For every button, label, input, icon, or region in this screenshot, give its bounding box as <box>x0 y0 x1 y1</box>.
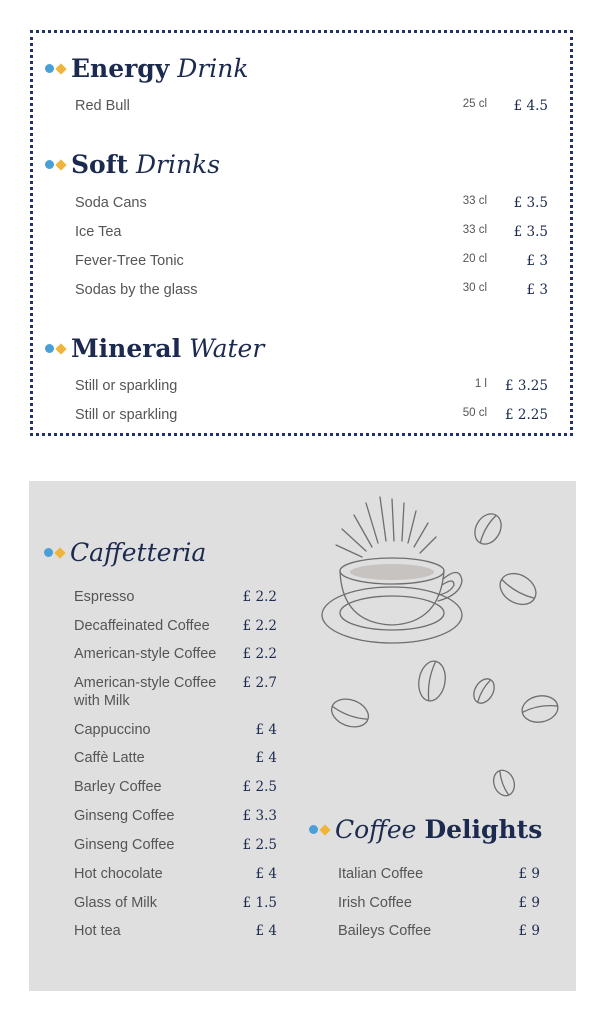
section-heading-mineral-water <box>45 334 264 363</box>
section-heading-soft-drinks <box>45 150 220 179</box>
item-size: 50 cl <box>462 407 487 419</box>
item-name: Caffè Latte <box>74 750 145 766</box>
menu-item <box>75 278 198 302</box>
item-price: £ 2.5 <box>242 779 277 795</box>
item-price: £ 9 <box>518 895 540 911</box>
item-size: 20 cl <box>462 253 487 265</box>
item-name: Still or sparkling <box>75 407 178 423</box>
bullet-decoration-icon <box>309 825 331 834</box>
coffee-cup-illustration-icon <box>310 495 580 815</box>
section-title: Soft Drinks <box>71 150 221 179</box>
menu-item <box>74 862 163 886</box>
item-name: Barley Coffee <box>74 779 162 795</box>
item-price: £ 3 <box>526 253 548 269</box>
item-size: 33 cl <box>462 195 487 207</box>
item-name: Italian Coffee <box>338 866 424 882</box>
section-title: Mineral Water <box>71 334 265 363</box>
menu-item <box>75 403 177 427</box>
item-name: Fever-Tree Tonic <box>75 253 184 269</box>
menu-item <box>75 220 122 244</box>
item-name: American-style Coffee <box>74 646 217 662</box>
item-size: 25 cl <box>462 98 487 110</box>
menu-item <box>75 94 130 118</box>
item-name: Soda Cans <box>75 195 147 211</box>
item-name: Ginseng Coffee <box>74 837 175 853</box>
menu-item <box>74 891 157 915</box>
item-price: £ 9 <box>518 866 540 882</box>
menu-item <box>74 746 145 770</box>
menu-item <box>74 614 210 638</box>
item-price: £ 3.25 <box>505 378 548 394</box>
item-price: £ 2.7 <box>242 675 277 691</box>
item-size: 1 l <box>474 378 487 390</box>
item-name: Red Bull <box>75 98 130 114</box>
item-price: £ 2.2 <box>242 618 277 634</box>
item-size: 33 cl <box>462 224 487 236</box>
item-price: £ 3.5 <box>513 195 548 211</box>
item-price: £ 2.5 <box>242 837 277 853</box>
item-price: £ 4 <box>255 923 277 939</box>
menu-item <box>75 249 184 273</box>
section-heading-energy-drink <box>45 54 249 83</box>
menu-item <box>74 775 162 799</box>
menu-item <box>338 891 412 915</box>
bullet-decoration-icon <box>44 548 66 557</box>
menu-item <box>338 919 431 943</box>
item-price: £ 4.5 <box>513 98 548 114</box>
item-name: Still or sparkling <box>75 378 178 394</box>
menu-item-continued <box>74 689 130 713</box>
item-price: £ 1.5 <box>242 895 277 911</box>
menu-item <box>74 804 175 828</box>
item-price: £ 4 <box>255 866 277 882</box>
item-name: Irish Coffee <box>338 895 412 911</box>
item-price: £ 2.2 <box>242 646 277 662</box>
item-name: Baileys Coffee <box>338 923 432 939</box>
item-name: Ice Tea <box>75 224 122 240</box>
item-price: £ 3.5 <box>513 224 548 240</box>
item-price: £ 9 <box>518 923 540 939</box>
menu-item <box>74 833 175 857</box>
section-title: Energy Drink <box>71 54 249 83</box>
section-title: Coffee Delights <box>335 815 543 844</box>
item-name: Espresso <box>74 589 135 605</box>
bullet-decoration-icon <box>45 64 67 73</box>
item-price: £ 3 <box>526 282 548 298</box>
item-size: 30 cl <box>462 282 487 294</box>
menu-item <box>74 718 151 742</box>
item-name: Ginseng Coffee <box>74 808 175 824</box>
item-name: Hot tea <box>74 923 121 939</box>
item-name: Hot chocolate <box>74 866 163 882</box>
bullet-decoration-icon <box>45 344 67 353</box>
menu-item <box>75 191 147 215</box>
menu-item <box>74 919 121 943</box>
item-price: £ 4 <box>255 750 277 766</box>
item-name-line2: with Milk <box>74 693 130 709</box>
menu-item <box>338 862 423 886</box>
section-heading-caffetteria <box>44 538 206 567</box>
menu-item <box>75 374 177 398</box>
menu-item <box>74 642 216 666</box>
item-price: £ 3.3 <box>242 808 277 824</box>
item-price: £ 4 <box>255 722 277 738</box>
item-name: Decaffeinated Coffee <box>74 618 210 634</box>
section-heading-coffee-delights <box>309 815 542 844</box>
section-title: Caffetteria <box>70 538 207 567</box>
item-name: Sodas by the glass <box>75 282 198 298</box>
item-name: Cappuccino <box>74 722 151 738</box>
bullet-decoration-icon <box>45 160 67 169</box>
menu-item <box>74 585 134 609</box>
item-name: American-style Coffee <box>74 675 217 691</box>
item-name: Glass of Milk <box>74 895 157 911</box>
item-price: £ 2.25 <box>505 407 548 423</box>
item-price: £ 2.2 <box>242 589 277 605</box>
